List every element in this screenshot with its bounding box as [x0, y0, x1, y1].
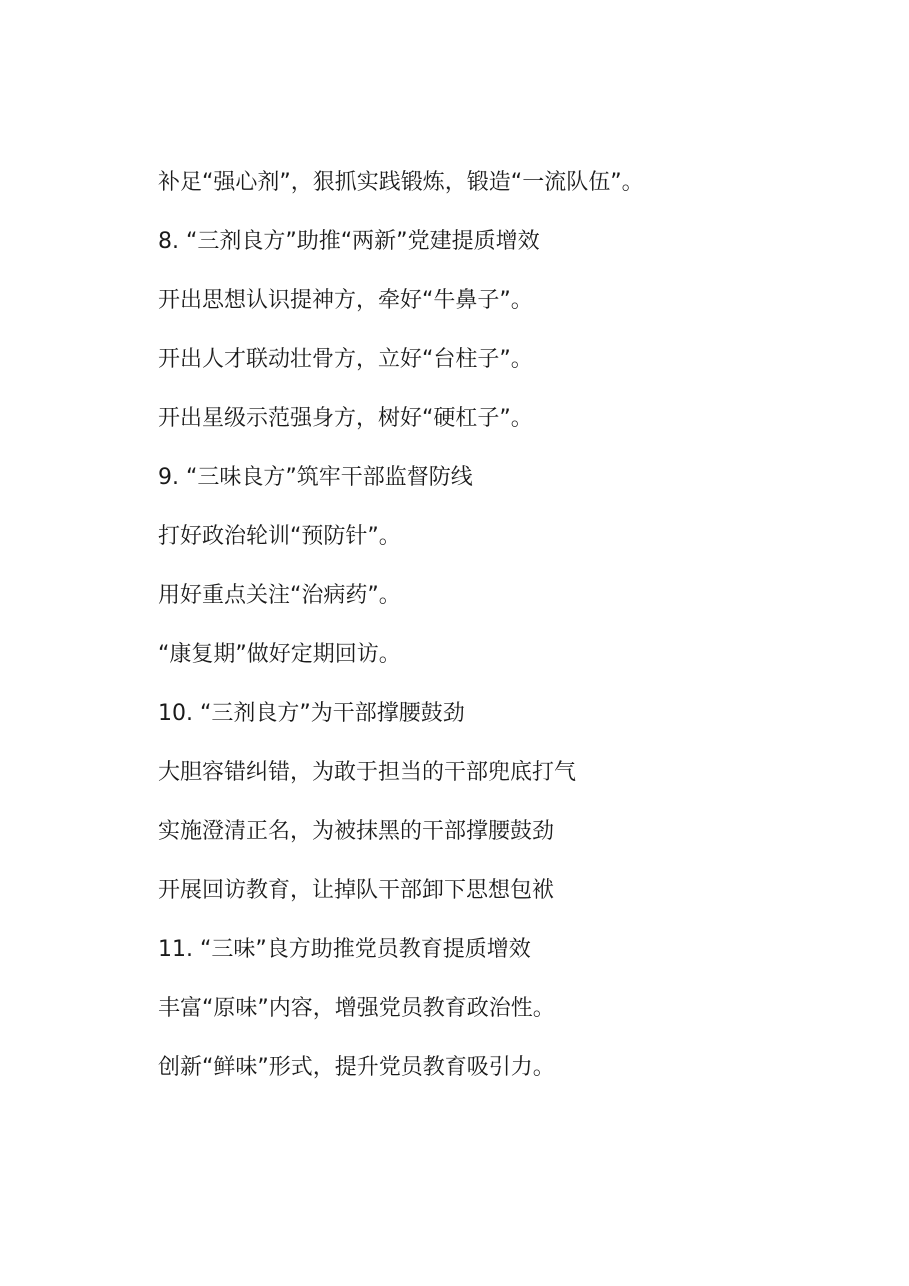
text-line: 开出思想认识提神方，牵好“牛鼻子”。 — [158, 288, 533, 313]
section-heading: 11. “三味”良方助推党员教育提质增效 — [158, 937, 531, 962]
text-line: 开展回访教育，让掉队干部卸下思想包袱 — [158, 878, 555, 903]
text-line: 用好重点关注“治病药”。 — [158, 583, 401, 608]
text-line: 补足“强心剂”，狠抓实践锻炼，锻造“一流队伍”。 — [158, 170, 644, 195]
text-line: 实施澄清正名，为被抹黑的干部撑腰鼓劲 — [158, 819, 555, 844]
text-line: “康复期”做好定期回访。 — [158, 642, 401, 667]
text-line: 打好政治轮训“预防针”。 — [158, 524, 401, 549]
section-heading: 9. “三味良方”筑牢干部监督防线 — [158, 465, 473, 490]
text-line: 开出人才联动壮骨方，立好“台柱子”。 — [158, 347, 533, 372]
document-body — [158, 165, 858, 1109]
text-line: 丰富“原味”内容，增强党员教育政治性。 — [158, 996, 555, 1021]
text-line: 大胆容错纠错，为敢于担当的干部兜底打气 — [158, 760, 577, 785]
text-line: 创新“鲜味”形式，提升党员教育吸引力。 — [158, 1055, 555, 1080]
section-heading: 10. “三剂良方”为干部撑腰鼓劲 — [158, 701, 465, 726]
text-line: 开出星级示范强身方，树好“硬杠子”。 — [158, 406, 533, 431]
section-heading: 8. “三剂良方”助推“两新”党建提质增效 — [158, 229, 540, 254]
